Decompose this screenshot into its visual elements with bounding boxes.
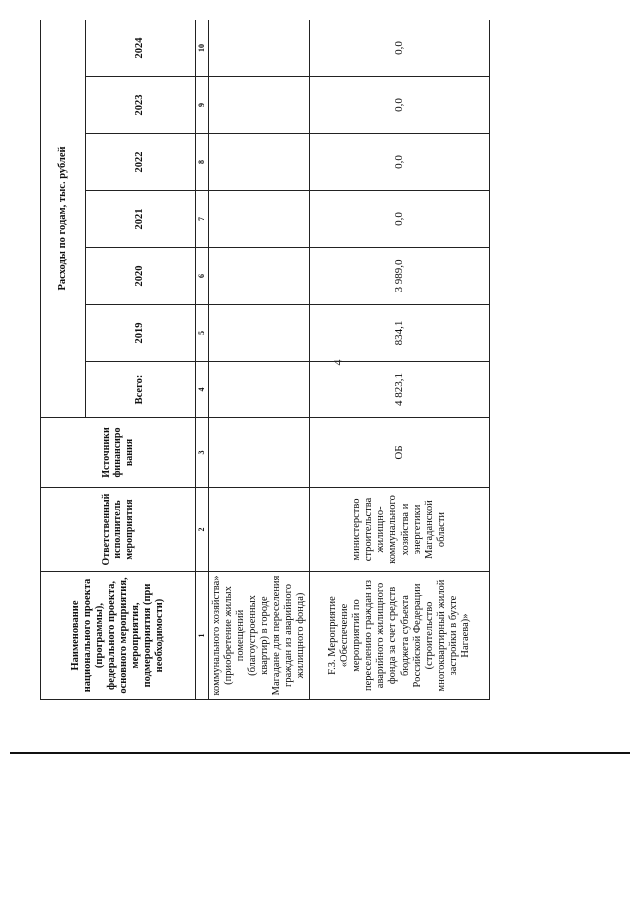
header-executor: Ответственный исполнитель мероприятия [41,488,196,572]
row-source: ОБ [310,418,490,488]
header-expenses-group: Расходы по годам, тыс. рублей [41,20,86,418]
row-value-2019 [208,305,310,362]
table-row [310,20,490,700]
row-value-2023 [208,77,310,134]
header-year-2021: 2021 [85,191,195,248]
row-value-2021 [208,191,310,248]
row-executor: министерство строительства жилищно-коммунального хозяйства и энергетики Магаданской области [310,488,490,572]
table-rotation-wrapper [40,20,490,700]
row-value-2023: 0,0 [310,77,490,134]
column-number: 5 [195,305,208,362]
header-year-2023: 2023 [85,77,195,134]
header-sources: Источники финансиро вания [41,418,196,488]
column-number: 2 [195,488,208,572]
table-row [208,20,310,700]
column-number: 3 [195,418,208,488]
row-total: 4 823,1 [310,362,490,418]
row-value-2022 [208,134,310,191]
row-value-2020 [208,248,310,305]
column-number: 8 [195,134,208,191]
column-number: 6 [195,248,208,305]
header-year-2024: 2024 [85,20,195,77]
column-number: 1 [195,572,208,700]
row-name: коммунального хозяйства» (приобретение жилых помещений (благоустроенных квартир) в городе Магадане для переселения граждан из аварийного жилищного фонда) [208,572,310,700]
row-value-2021: 0,0 [310,191,490,248]
page-number: 4 [330,359,345,366]
row-value-2024: 0,0 [310,20,490,77]
row-total [208,362,310,418]
header-row-1 [41,20,86,700]
row-source [208,418,310,488]
header-total: Всего: [85,362,195,418]
header-year-2020: 2020 [85,248,195,305]
column-number-row [195,20,208,700]
row-executor [208,488,310,572]
column-number: 4 [195,362,208,418]
row-value-2020: 3 989,0 [310,248,490,305]
column-number: 9 [195,77,208,134]
row-value-2024 [208,20,310,77]
row-value-2022: 0,0 [310,134,490,191]
column-number: 7 [195,191,208,248]
row-value-2019: 834,1 [310,305,490,362]
header-year-2022: 2022 [85,134,195,191]
header-year-2019: 2019 [85,305,195,362]
expenses-table [40,20,490,700]
row-name: F.3. Мероприятие «Обеспечение мероприятий по переселению граждан из аварийного жилищного фонда за счет средств бюджета субъекта Российской Федерации (строительство многоквартирный жилой застройки в бухте Нагаева)» [310,572,490,700]
column-number: 10 [195,20,208,77]
footer-divider [10,752,630,754]
header-name: Наименование национального проекта (программы), федерального проекта, основного мероприятия, мероприятия, подмероприятия (при необходимости) [41,572,196,700]
